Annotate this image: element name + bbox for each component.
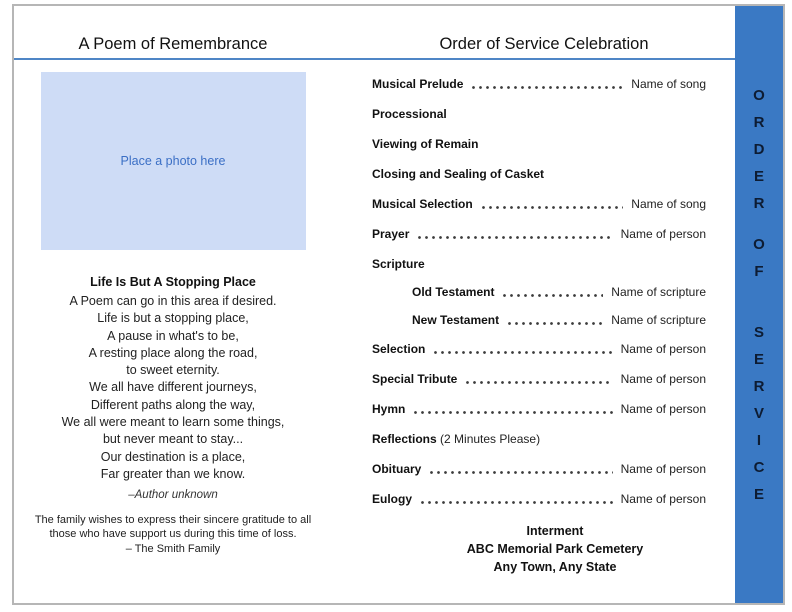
- service-item-label: Eulogy: [372, 492, 413, 506]
- spine-letter: F: [754, 263, 764, 280]
- service-item: [372, 227, 706, 241]
- service-item: [412, 285, 706, 299]
- spine-letter: O: [753, 236, 765, 253]
- poem-line: We all were meant to learn some things,: [61, 415, 285, 430]
- poem-line: A Poem can go in this area if desired.: [69, 294, 277, 308]
- service-item-label: Reflections: [372, 432, 437, 446]
- service-item: [372, 462, 706, 476]
- service-item-label: Special Tribute: [372, 372, 458, 386]
- service-item-value: Name of person: [620, 492, 706, 506]
- service-item: [372, 137, 706, 151]
- service-item: [372, 372, 706, 386]
- service-item-label: Scripture: [372, 257, 425, 271]
- service-item-note: (2 Minutes Please): [436, 432, 541, 446]
- right-page-title: Order of Service Celebration: [439, 35, 649, 53]
- poem-line: A resting place along the road,: [88, 345, 258, 360]
- service-item-label: Selection: [372, 342, 426, 356]
- left-page-title: A Poem of Remembrance: [78, 35, 268, 53]
- spine-letter: E: [753, 168, 764, 185]
- interment-line: Interment: [526, 524, 584, 538]
- dotted-leader: [508, 313, 603, 327]
- spine-letter: S: [753, 324, 764, 341]
- service-item-label: Closing and Sealing of Casket: [372, 167, 545, 181]
- service-item-label: Processional: [372, 107, 447, 121]
- spine-letter: R: [753, 195, 765, 212]
- dotted-leader: [421, 492, 613, 506]
- interment-block: [388, 522, 722, 576]
- interment-line: Any Town, Any State: [493, 560, 617, 574]
- service-item-value: Name of person: [620, 462, 706, 476]
- spine-letter: C: [753, 459, 765, 476]
- service-item-label: Old Testament: [412, 285, 495, 299]
- spine-word: [753, 82, 765, 217]
- spine-word: [754, 319, 765, 508]
- right-column: [358, 6, 706, 576]
- spine-letter: O: [753, 87, 765, 104]
- dotted-leader: [503, 285, 603, 299]
- spine-letter: R: [753, 378, 765, 395]
- gratitude-line: The family wishes to express their sincere gratitude to all: [34, 514, 312, 527]
- poem-line: Our destination is a place,: [100, 449, 246, 464]
- spine-letter: E: [753, 351, 764, 368]
- service-item: [372, 167, 706, 181]
- dotted-leader: [418, 227, 612, 241]
- service-item: [372, 77, 706, 91]
- poem-line: A pause in what's to be,: [107, 328, 239, 343]
- service-item-value: Name of person: [620, 227, 706, 241]
- service-item-value: Name of scripture: [611, 285, 706, 299]
- photo-placeholder[interactable]: [41, 72, 306, 250]
- service-item-value: Name of song: [631, 197, 706, 211]
- spine-word: [753, 231, 765, 285]
- service-item-value: Name of person: [620, 372, 706, 386]
- dotted-leader: [472, 77, 623, 91]
- service-item: [372, 432, 706, 446]
- service-item: [372, 402, 706, 416]
- service-item: [372, 197, 706, 211]
- service-item-label: New Testament: [412, 313, 500, 327]
- dotted-leader: [482, 197, 624, 211]
- family-gratitude: [28, 513, 318, 556]
- spine-letter: V: [753, 405, 764, 422]
- poem-line: Different paths along the way,: [90, 397, 256, 412]
- service-item: [372, 492, 706, 506]
- program-page: [12, 4, 785, 605]
- spine-letter: E: [753, 486, 764, 503]
- poem-line: Life is but a stopping place,: [97, 311, 249, 326]
- poem-title: Life Is But A Stopping Place: [90, 275, 256, 289]
- spine-banner: [735, 6, 783, 603]
- service-item: [372, 257, 706, 271]
- poem-line: to sweet eternity.: [126, 363, 220, 378]
- poem-text: [28, 293, 318, 483]
- left-column: [28, 6, 318, 556]
- service-item-value: Name of song: [631, 77, 706, 91]
- interment-line: ABC Memorial Park Cemetery: [466, 542, 644, 556]
- service-list: [372, 77, 706, 506]
- dotted-leader: [414, 402, 612, 416]
- service-item-label: Prayer: [372, 227, 410, 241]
- service-item-value: Name of person: [620, 402, 706, 416]
- poem-line: We all have different journeys,: [89, 380, 257, 395]
- dotted-leader: [466, 372, 612, 386]
- poem-author: –Author unknown: [128, 489, 218, 502]
- poem-line: Far greater than we know.: [100, 466, 246, 481]
- service-item: [372, 107, 706, 121]
- service-item-label: Hymn: [372, 402, 406, 416]
- dotted-leader: [430, 462, 612, 476]
- gratitude-line: – The Smith Family: [125, 542, 221, 555]
- spine-letter: D: [753, 141, 765, 158]
- service-item-value: Name of scripture: [611, 313, 706, 327]
- service-item-label: Musical Selection: [372, 197, 473, 211]
- dotted-leader: [434, 342, 612, 356]
- poem-line: but never meant to stay...: [102, 432, 244, 447]
- service-item-label: Musical Prelude: [372, 77, 464, 91]
- service-item-label: Viewing of Remain: [372, 137, 479, 151]
- service-item: [412, 313, 706, 327]
- service-item-value: Name of person: [620, 342, 706, 356]
- gratitude-line: those who have support us during this time of loss.: [49, 528, 297, 541]
- spine-letter: I: [756, 432, 762, 449]
- photo-placeholder-label: Place a photo here: [120, 154, 226, 168]
- spine-letter: R: [753, 114, 765, 131]
- service-item: [372, 342, 706, 356]
- service-item-label: Obituary: [372, 462, 422, 476]
